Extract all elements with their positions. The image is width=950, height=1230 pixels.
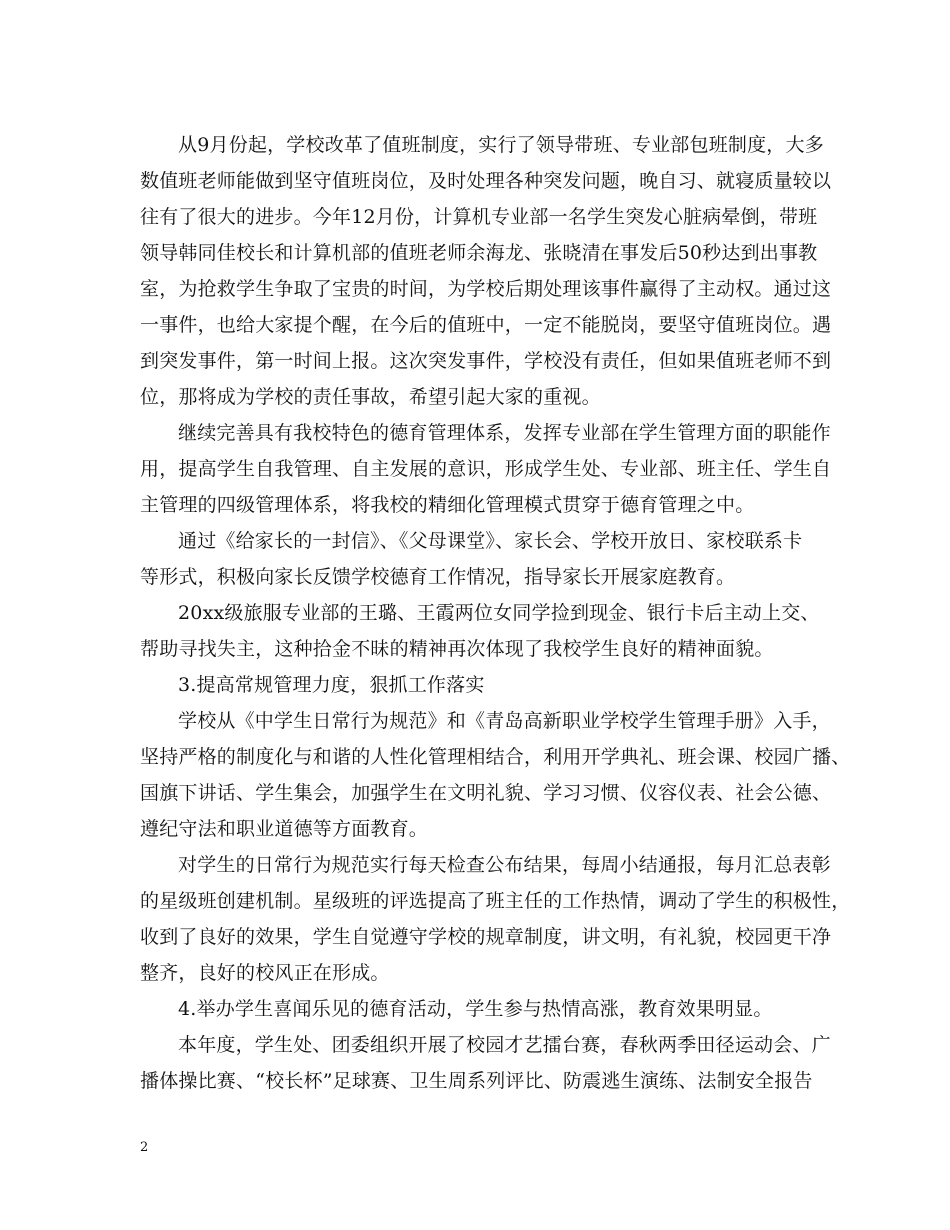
section-heading: 3.提高常规管理力度，狠抓工作落实 [178,674,485,696]
text-line: 从9月份起，学校改革了值班制度，实行了领导带班、专业部包班制度，大多 [178,134,824,156]
text-line: 主管理的四级管理体系，将我校的精细化管理模式贯穿于德育管理之中。 [140,494,755,516]
text-line: 位，那将成为学校的责任事故，希望引起大家的重视。 [140,386,601,408]
page-number: 2 [140,1140,149,1155]
text-line: 通过《给家长的一封信》、《父母课堂》、家长会、学校开放日、家校联系卡 [178,530,803,552]
section-heading: 4.举办学生喜闻乐见的德育活动，学生参与热情高涨，教育效果明显。 [178,998,773,1020]
text-line: 领导韩同佳校长和计算机部的值班老师余海龙、张晓清在事发后50秒达到出事教 [140,242,818,264]
text-line: 收到了良好的效果，学生自觉遵守学校的规章制度，讲文明，有礼貌，校园更干净 [140,926,832,948]
text-line: 室，为抢救学生争取了宝贵的时间，为学校后期处理该事件赢得了主动权。通过这 [140,278,832,300]
text-line: 的星级班创建机制。星级班的评选提高了班主任的工作热情，调动了学生的积极性， [140,890,851,912]
text-line: 往有了很大的进步。今年12月份，计算机专业部一名学生突发心脏病晕倒，带班 [140,206,818,228]
text-line: 帮助寻找失主，这种拾金不昧的精神再次体现了我校学生良好的精神面貌。 [140,638,774,660]
text-line: 20xx级旅服专业部的王璐、王霞两位女同学捡到现金、银行卡后主动上交、 [178,602,820,624]
text-line: 用，提高学生自我管理、自主发展的意识，形成学生处、专业部、班主任、学生自 [140,458,832,480]
text-line: 一事件，也给大家提个醒，在今后的值班中，一定不能脱岗，要坚守值班岗位。遇 [140,314,832,336]
text-line: 本年度，学生处、团委组织开展了校园才艺擂台赛，春秋两季田径运动会、广 [178,1034,831,1056]
text-line: 坚持严格的制度化与和谐的人性化管理相结合，利用开学典礼、班会课、校园广播、 [140,746,851,768]
text-line: 遵纪守法和职业道德等方面教育。 [140,818,429,840]
text-line: 国旗下讲话、学生集会，加强学生在文明礼貌、学习习惯、仪容仪表、社会公德、 [140,782,832,804]
text-line: 到突发事件，第一时间上报。这次突发事件，学校没有责任，但如果值班老师不到 [140,350,832,372]
text-line: 对学生的日常行为规范实行每天检查公布结果，每周小结通报，每月汇总表彰 [178,854,831,876]
text-line: 数值班老师能做到坚守值班岗位，及时处理各种突发问题，晚自习、就寝质量较以 [140,170,832,192]
text-line: 播体操比赛、“校长杯”足球赛、卫生周系列评比、防震逃生演练、法制安全报告 [140,1070,813,1092]
text-line: 继续完善具有我校特色的德育管理体系，发挥专业部在学生管理方面的职能作 [178,422,831,444]
text-line: 学校从《中学生日常行为规范》和《青岛高新职业学校学生管理手册》入手， [178,710,831,732]
text-line: 等形式，积极向家长反馈学校德育工作情况，指导家长开展家庭教育。 [140,566,736,588]
text-line: 整齐，良好的校风正在形成。 [140,962,390,984]
